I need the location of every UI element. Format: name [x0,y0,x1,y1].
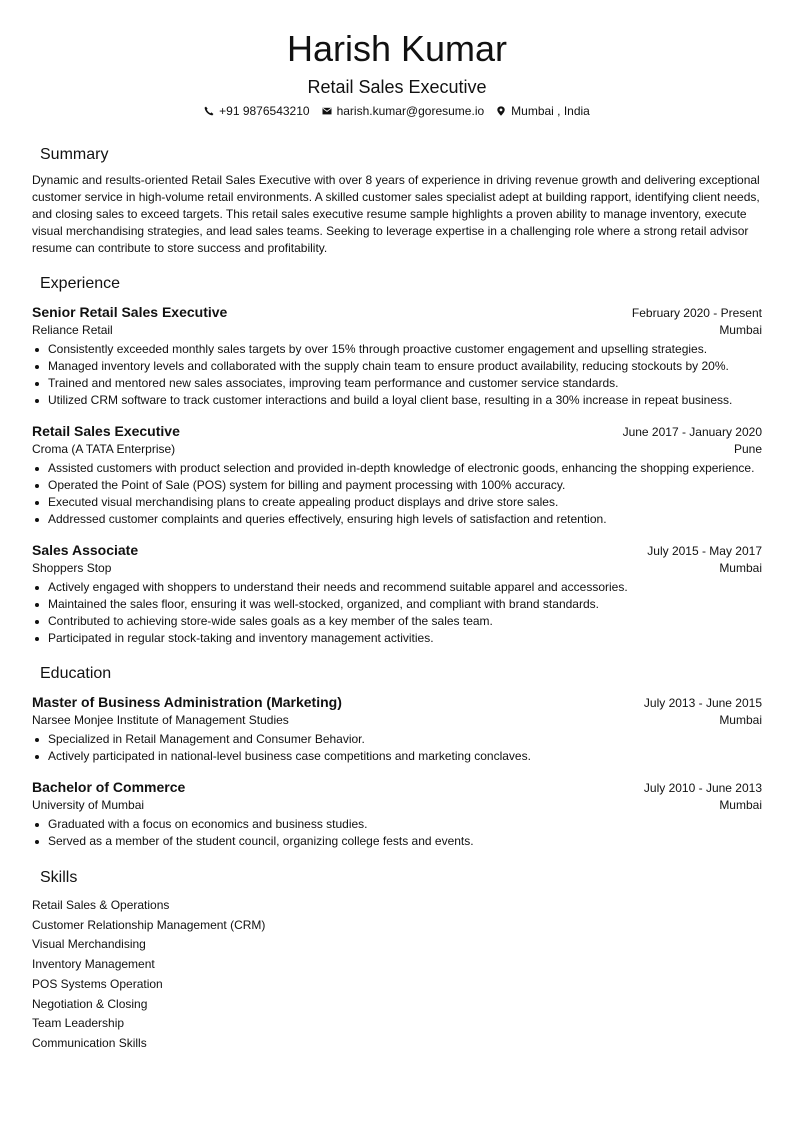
education-heading: Education [40,665,112,682]
job-title: Sales Associate [32,542,139,558]
job-location: Mumbai [719,561,762,575]
experience-entry [32,541,762,647]
bullet-item: Maintained the sales floor, ensuring it was well-stocked, organized, and compliant with brand standards. [32,596,762,613]
bullet-item: Graduated with a focus on economics and business studies. [32,816,762,833]
institution-name: Narsee Monjee Institute of Management Studies [32,713,289,727]
bullet-item: Actively participated in national-level business case competitions and marketing conclaves. [32,748,762,765]
summary-section [32,145,762,257]
skills-heading: Skills [40,869,78,886]
bullet-item: Executed visual merchandising plans to create appealing product displays and drive store sales. [32,494,762,511]
experience-entry [32,303,762,409]
company-name: Croma (A TATA Enterprise) [32,442,176,456]
candidate-role: Retail Sales Executive [307,77,487,97]
location-pin-icon [496,106,506,116]
resume-page [32,0,762,1054]
resume-header [32,0,762,119]
job-title: Senior Retail Sales Executive [32,304,228,320]
job-bullets [32,341,762,409]
education-bullets [32,731,762,765]
contact-location [496,103,590,119]
institution-name: University of Mumbai [32,798,145,812]
phone-text: +91 9876543210 [219,104,310,118]
job-location: Mumbai [719,323,762,337]
job-bullets [32,460,762,528]
bullet-item: Assisted customers with product selection and provided in-depth knowledge of electronic goods, enhancing the shopping experience. [32,460,762,477]
phone-icon [204,106,214,116]
skill-item: Inventory Management [32,957,155,972]
bullet-item: Trained and mentored new sales associates, improving team performance and customer service standards. [32,375,762,392]
job-date: June 2017 - January 2020 [622,425,762,439]
education-section [32,664,762,850]
bullet-item: Specialized in Retail Management and Consumer Behavior. [32,731,762,748]
company-name: Shoppers Stop [32,561,112,575]
skills-section [32,868,762,1054]
bullet-item: Actively engaged with shoppers to understand their needs and recommend suitable apparel and accessories. [32,579,762,596]
skill-item: Negotiation & Closing [32,996,148,1011]
bullet-item: Addressed customer complaints and queries effectively, ensuring high levels of satisfaction and retention. [32,511,762,528]
education-bullets [32,816,762,850]
bullet-item: Contributed to achieving store-wide sales goals as a key member of the sales team. [32,613,762,630]
company-name: Reliance Retail [32,323,113,337]
education-entry [32,778,762,850]
summary-text: Dynamic and results-oriented Retail Sales Executive with over 8 years of experience in driving revenue growth and delivering exceptional customer service in high-volume retail environments. A skilled customer sales specialist adept at building rapport, identifying client needs, and closing sales to exceed targets. This retail sales executive resume sample highlights a proven ability to manage inventory, execute visual merchandising strategies, and lead sales teams. Seeking to leverage expertise in a challenging role where a strong retail advisor resume can contribute to store success and profitability. [32,173,760,255]
bullet-item: Served as a member of the student council, organizing college fests and events. [32,833,762,850]
email-text: harish.kumar@goresume.io [336,104,485,118]
contact-line [32,103,762,119]
job-title: Retail Sales Executive [32,423,180,439]
skill-item: POS Systems Operation [32,976,163,991]
skills-list [32,896,762,1054]
experience-heading: Experience [40,275,121,292]
job-date: February 2020 - Present [631,306,762,320]
education-entry [32,693,762,765]
skill-item: Customer Relationship Management (CRM) [32,917,266,932]
skill-item: Team Leadership [32,1016,125,1031]
job-date: July 2015 - May 2017 [647,544,762,558]
skill-item: Retail Sales & Operations [32,898,170,912]
bullet-item: Consistently exceeded monthly sales targets by over 15% through proactive customer engagement and upselling strategies. [32,341,762,358]
degree-date: July 2013 - June 2015 [643,696,762,710]
summary-heading: Summary [40,146,109,163]
job-location: Pune [733,442,762,456]
degree-title: Bachelor of Commerce [32,779,186,795]
institution-location: Mumbai [719,713,762,727]
job-bullets [32,579,762,647]
mail-icon [322,106,332,116]
bullet-item: Operated the Point of Sale (POS) system for billing and payment processing with 100% accuracy. [32,477,762,494]
degree-date: July 2010 - June 2013 [643,781,762,795]
bullet-item: Managed inventory levels and collaborated with the supply chain team to ensure product availability, reducing stockouts by 20%. [32,358,762,375]
skill-item: Communication Skills [32,1035,147,1050]
institution-location: Mumbai [719,798,762,812]
degree-title: Master of Business Administration (Marketing) [32,694,342,710]
contact-email [322,103,485,119]
experience-entry [32,422,762,528]
experience-section [32,274,762,647]
contact-phone [204,103,309,119]
bullet-item: Utilized CRM software to track customer interactions and build a loyal client base, resulting in a 30% increase in repeat business. [32,392,762,409]
location-text: Mumbai , India [511,104,590,118]
bullet-item: Participated in regular stock-taking and inventory management activities. [32,630,762,647]
candidate-name: Harish Kumar [286,28,508,69]
skill-item: Visual Merchandising [32,937,146,952]
